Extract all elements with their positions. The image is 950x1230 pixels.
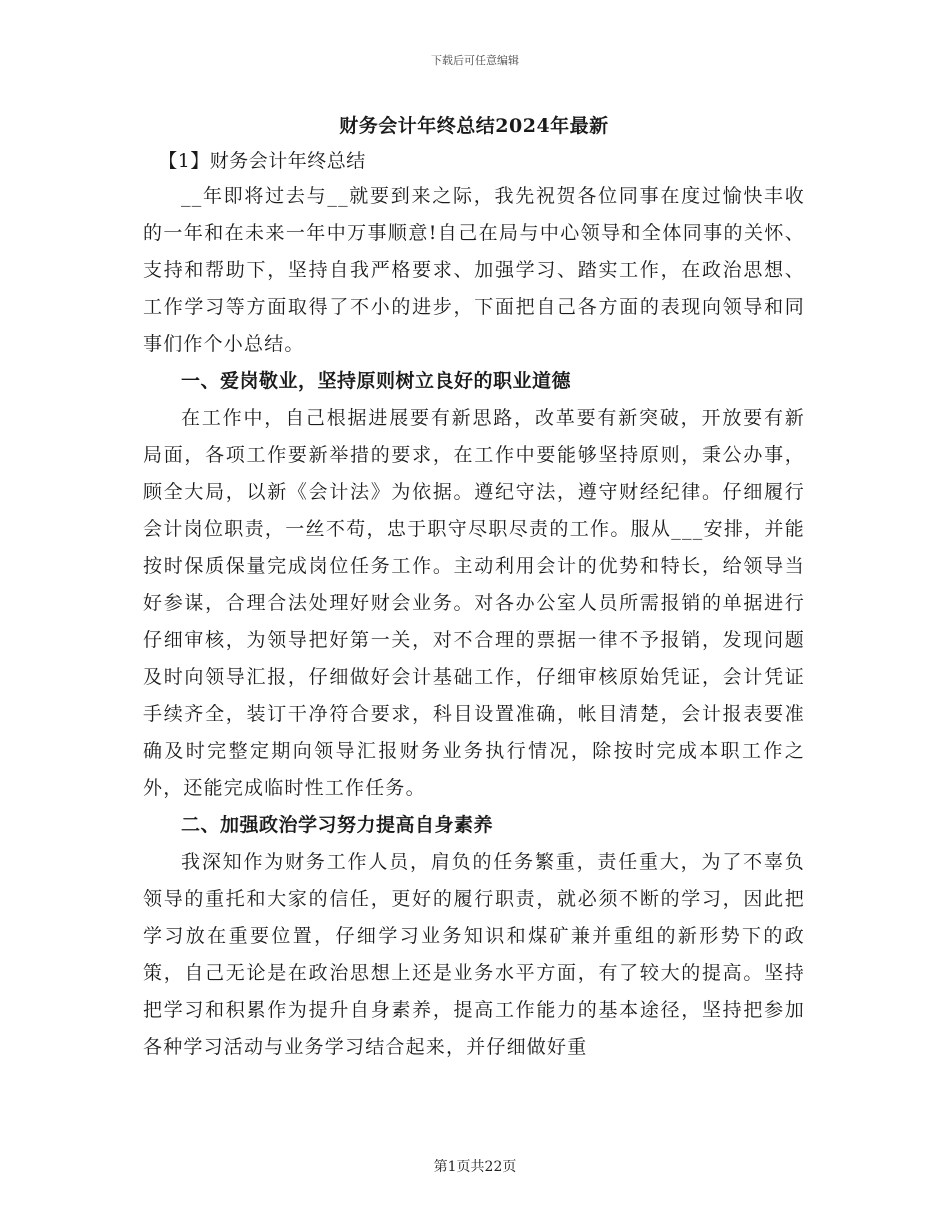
section-label: 【1】财务会计年终总结 — [158, 150, 366, 172]
section-heading-2: 二、加强政治学习努力提高自身素养 — [181, 814, 494, 836]
page-header-note: 下载后可任意编辑 — [431, 54, 519, 67]
document-title: 财务会计年终总结2024年最新 — [339, 115, 609, 137]
section-2-paragraph: 我深知作为财务工作人员，肩负的任务繁重，责任重大，为了不辜负领导的重托和大家的信任，更好的履行职责，就必须不断的学习，因此把学习放在重要位置，仔细学习业务知识和煤矿兼并重组的新形势下的政策，自己无论是在政治思想上还是业务水平方面，有了较大的提高。坚持把学习和积累作为提升自身素养，提高工作能力的基本途径，坚持把参加各种学习活动与业务学习结合起来，并仔细做好重 — [143, 851, 805, 1058]
page-number-footer: 第1页共22页 — [433, 1159, 517, 1175]
document-body — [143, 112, 805, 1066]
section-1-paragraph: 在工作中，自己根据进展要有新思路，改革要有新突破，开放要有新局面，各项工作要新举措的要求，在工作中要能够坚持原则，秉公办事，顾全大局，以新《会计法》为依据。遵纪守法，遵守财经纪律。仔细履行会计岗位职责，一丝不苟，忠于职守尽职尽责的工作。服从___安排，并能按时保质保量完成岗位任务工作。主动利用会计的优势和特长，给领导当好参谋，合理合法处理好财会业务。对各办公室人员所需报销的单据进行仔细审核，为领导把好第一关，对不合理的票据一律不予报销，发现问题及时向领导汇报，仔细做好会计基础工作，仔细审核原始凭证，会计凭证手续齐全，装订干净符合要求，科目设置准确，帐目清楚，会计报表要准确及时完整定期向领导汇报财务业务执行情况，除按时完成本职工作之外，还能完成临时性工作任务。 — [143, 407, 805, 799]
section-heading-1: 一、爱岗敬业，坚持原则树立良好的职业道德 — [181, 370, 572, 392]
intro-paragraph: __年即将过去与__就要到来之际，我先祝贺各位同事在度过愉快丰收的一年和在未来一年中万事顺意!自己在局与中心领导和全体同事的关怀、支持和帮助下，坚持自我严格要求、加强学习、踏实工作，在政治思想、工作学习等方面取得了不小的进步，下面把自己各方面的表现向领导和同事们作个小总结。 — [143, 185, 805, 355]
